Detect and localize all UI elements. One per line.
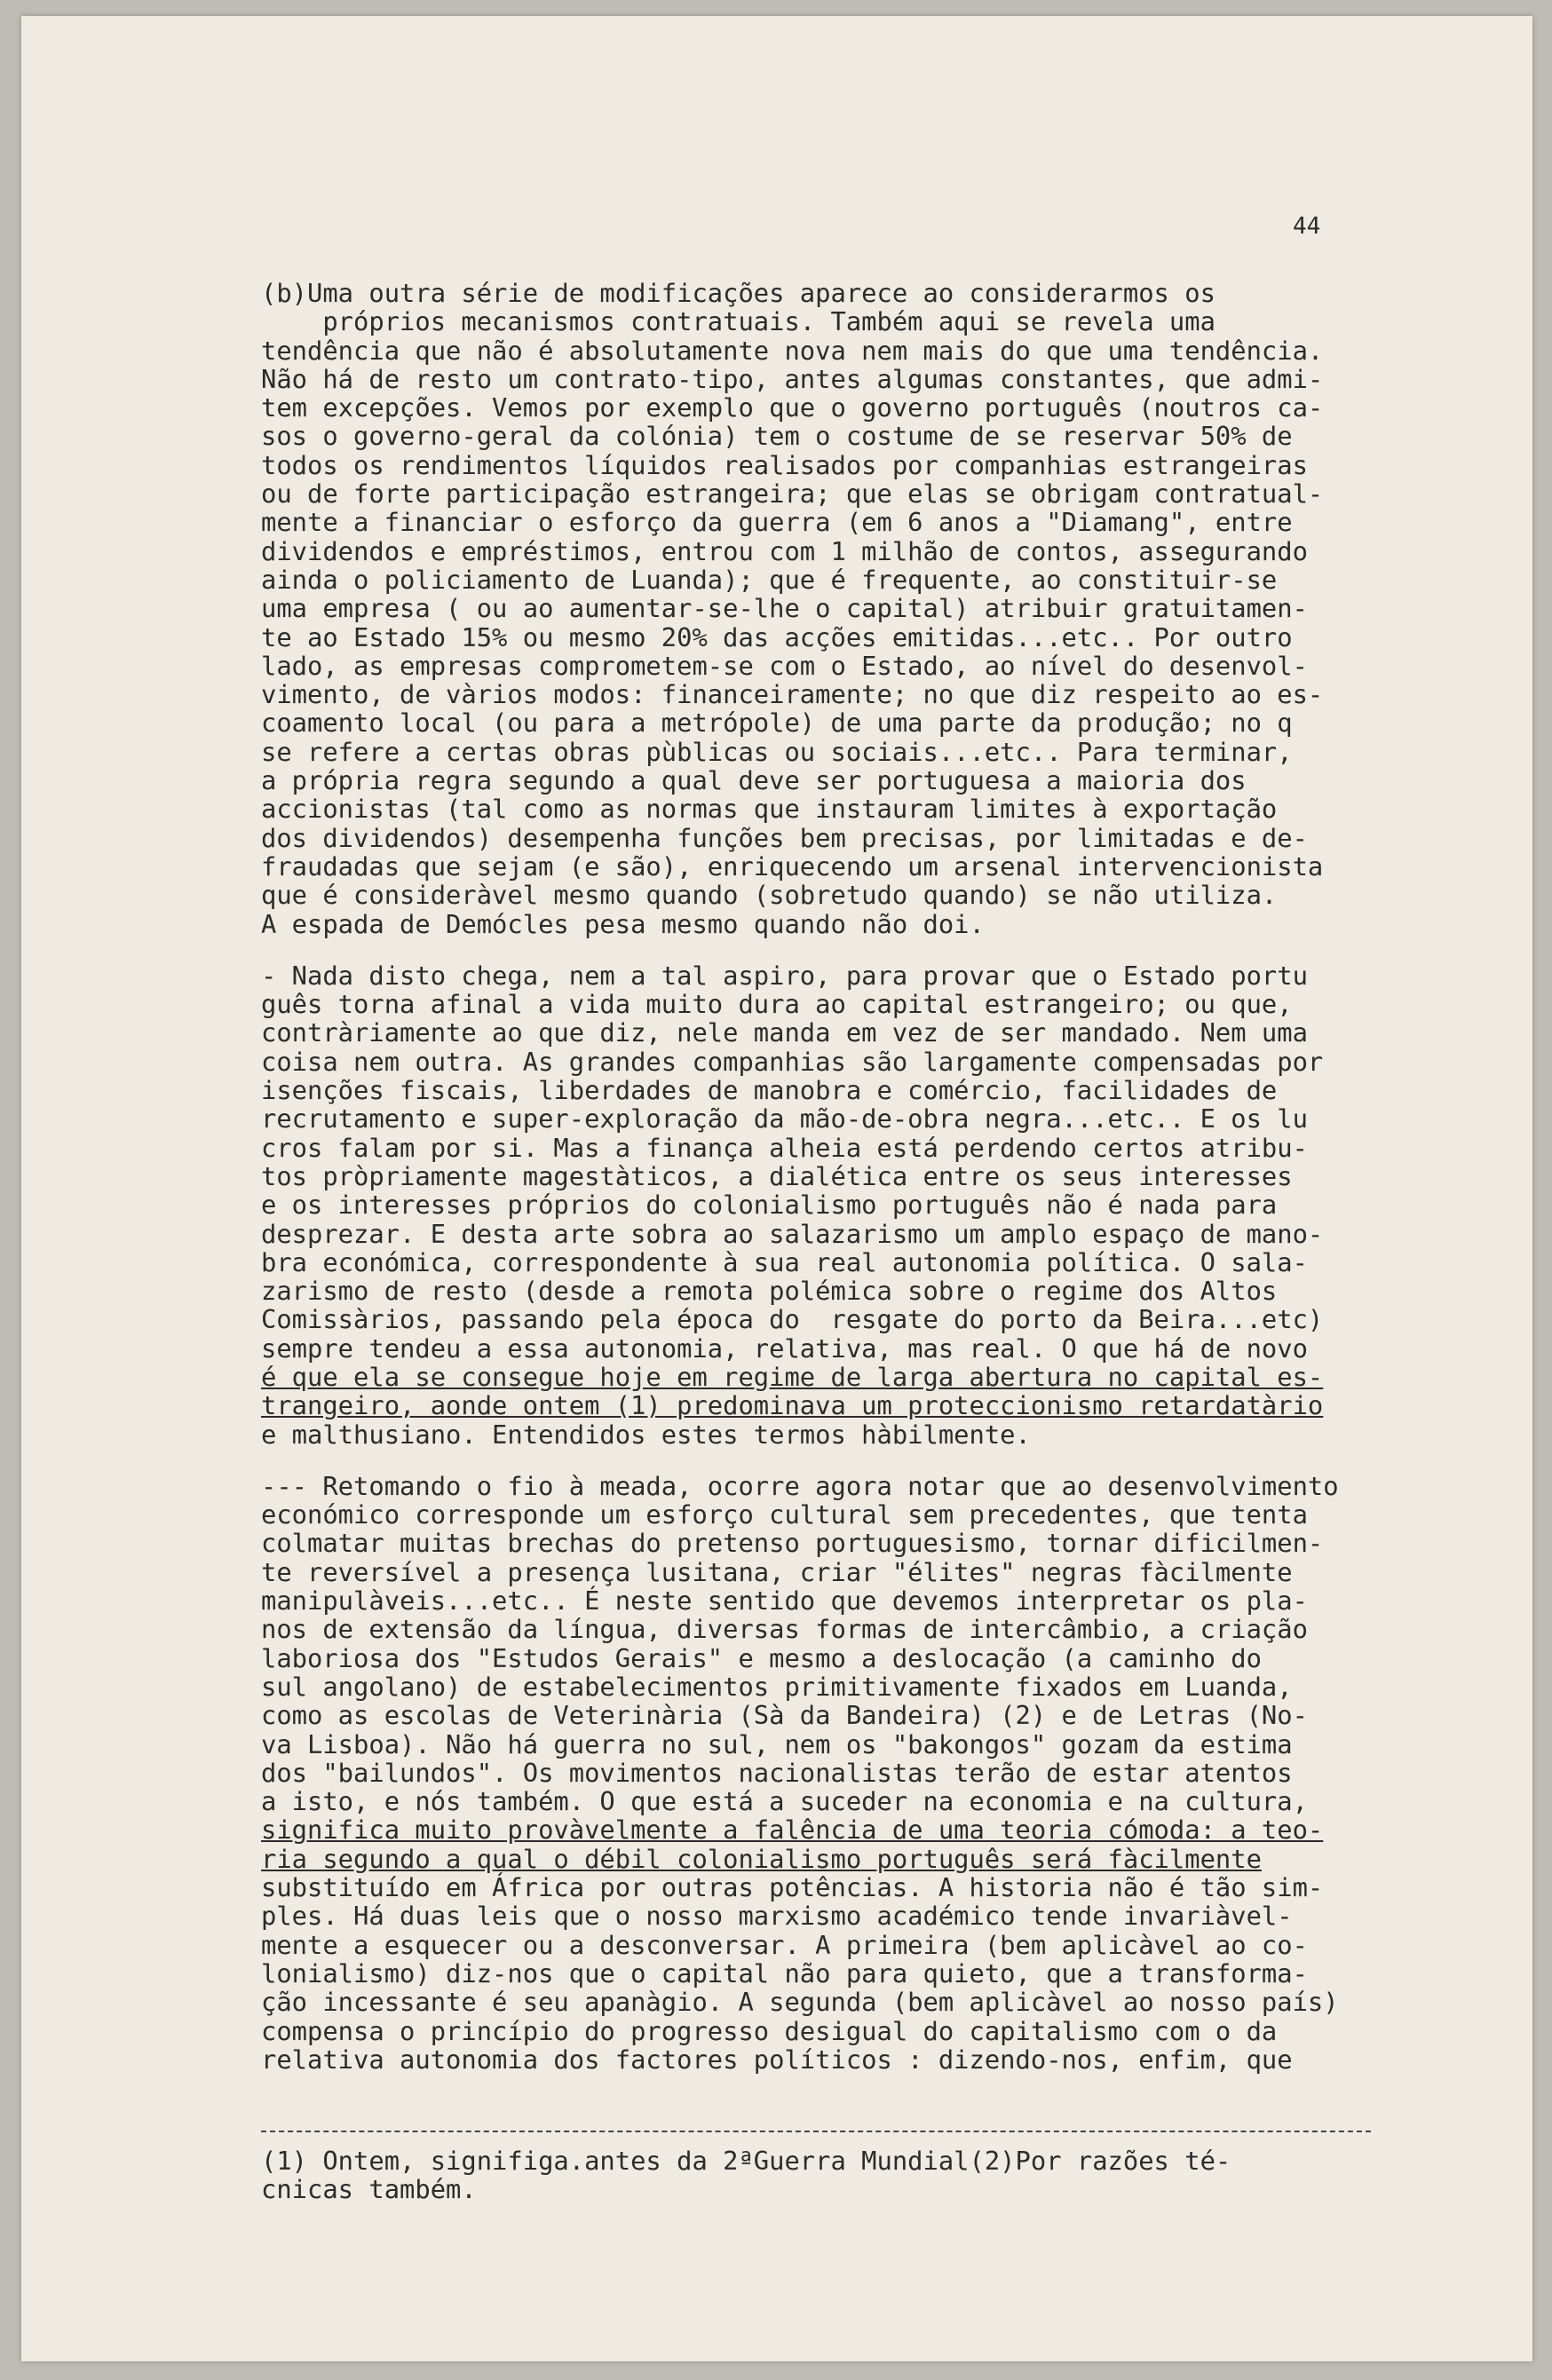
document-page <box>21 16 1532 2361</box>
text-line: a isto, e nós também. O que está a suceder na economia e na cultura, <box>261 1786 1308 1817</box>
text-line: lonialismo) diz-nos que o capital não para quieto, que a transforma- <box>261 1957 1308 1989</box>
text-line: coisa nem outra. As grandes companhias são largamente compensadas por <box>261 1046 1324 1077</box>
text-line: e malthusiano. Entendidos estes termos hàbilmente. <box>261 1419 1031 1450</box>
text-line: económico corresponde um esforço cultural sem precedentes, que tenta <box>261 1499 1308 1530</box>
underlined-line: significa muito provàvelmente a falência de uma teoria cómoda: a teo- <box>261 1815 1324 1846</box>
text-line: isenções fiscais, liberdades de manobra e comércio, facilidades de <box>261 1075 1278 1106</box>
paragraph-2 <box>261 961 1398 1449</box>
body-text <box>261 279 1398 2074</box>
text-line: va Lisboa). Não há guerra no sul, nem os "bakongos" gozam da estima <box>261 1728 1293 1759</box>
footnote-line: (1) Ontem, signifiga.antes da 2ªGuerra Mundial(2)Por razões té- <box>261 2146 1231 2176</box>
text-line: manipulàveis...etc.. É neste sentido que devemos interpretar os pla- <box>261 1585 1308 1617</box>
page-number: 44 <box>1293 213 1321 240</box>
text-line: a própria regra segundo a qual deve ser portuguesa a maioria dos <box>261 765 1247 796</box>
text-line: mente a esquecer ou a desconversar. A primeira (bem aplicàvel ao co- <box>261 1929 1308 1960</box>
text-line: que é consideràvel mesmo quando (sobretudo quando) se não utiliza. <box>261 880 1278 911</box>
text-line: dividendos e empréstimos, entrou com 1 milhão de contos, assegurando <box>261 535 1308 566</box>
paragraph-1 <box>261 279 1398 938</box>
text-line: - Nada disto chega, nem a tal aspiro, para provar que o Estado portu <box>261 960 1308 991</box>
text-line: ainda o policiamento de Luanda); que é frequente, ao constituir-se <box>261 564 1278 595</box>
text-line: zarismo de resto (desde a remota polémica sobre o regime dos Altos <box>261 1276 1278 1307</box>
text-line: --- Retomando o fio à meada, ocorre agora notar que ao desenvolvimento <box>261 1470 1339 1501</box>
text-line: tos pròpriamente magestàticos, a dialética entre os seus interesses <box>261 1160 1293 1191</box>
text-line: te ao Estado 15% ou mesmo 20% das acções emitidas...etc.. Por outro <box>261 621 1293 652</box>
text-line: dos "bailundos". Os movimentos nacionalistas terão de estar atentos <box>261 1757 1293 1788</box>
text-line: lado, as empresas comprometem-se com o Estado, ao nível do desenvol- <box>261 650 1308 681</box>
text-line: te reversível a presença lusitana, criar "élites" negras fàcilmente <box>261 1556 1293 1587</box>
text-line: coamento local (ou para a metrópole) de uma parte da produção; no q <box>261 708 1293 739</box>
text-line: guês torna afinal a vida muito dura ao capital estrangeiro; ou que, <box>261 989 1293 1020</box>
text-line: cros falam por si. Mas a finança alheia está perdendo certos atribu- <box>261 1132 1308 1163</box>
text-line: ção incessante é seu apanàgio. A segunda (bem aplicàvel ao nosso país) <box>261 1987 1339 2018</box>
text-line: fraudadas que sejam (e são), enriquecendo um arsenal intervencionista <box>261 850 1324 882</box>
text-line: e os interesses próprios do colonialismo português não é nada para <box>261 1190 1278 1221</box>
text-line: compensa o princípio do progresso desigual do capitalismo com o da <box>261 2015 1278 2046</box>
underlined-line: trangeiro, aonde ontem (1) predominava um proteccionismo retardatàrio <box>261 1390 1324 1421</box>
text-line: sul angolano) de estabelecimentos primitivamente fixados em Luanda, <box>261 1671 1293 1702</box>
paragraph-3 <box>261 1472 1398 2074</box>
text-line: tem excepções. Vemos por exemplo que o governo português (noutros ca- <box>261 392 1324 423</box>
text-line: A espada de Demócles pesa mesmo quando não doi. <box>261 908 985 939</box>
text-line: dos dividendos) desempenha funções bem precisas, por limitadas e de- <box>261 822 1308 853</box>
text-line: uma empresa ( ou ao aumentar-se-lhe o capital) atribuir gratuitamen- <box>261 593 1308 624</box>
text-line: contràriamente ao que diz, nele manda em vez de ser mandado. Nem uma <box>261 1017 1308 1048</box>
text-line: Comissàrios, passando pela época do resgate do porto da Beira...etc) <box>261 1304 1324 1335</box>
underlined-line: é que ela se consegue hoje em regime de larga abertura no capital es- <box>261 1361 1324 1392</box>
text-line: (b)Uma outra série de modificações aparece ao considerarmos os <box>261 278 1215 308</box>
text-line: Não há de resto um contrato-tipo, antes algumas constantes, que admi- <box>261 363 1324 394</box>
text-line: substituído em África por outras potências. A historia não é tão sim- <box>261 1872 1324 1903</box>
text-line: laboriosa dos "Estudos Gerais" e mesmo a deslocação (a caminho do <box>261 1642 1262 1673</box>
text-line: se refere a certas obras pùblicas ou sociais...etc.. Para terminar, <box>261 736 1293 767</box>
text-line: mente a financiar o esforço da guerra (em 6 anos a "Diamang", entre <box>261 507 1293 538</box>
text-line: nos de extensão da língua, diversas formas de intercâmbio, a criação <box>261 1614 1308 1645</box>
footnote-separator <box>261 2131 1371 2132</box>
text-line: accionistas (tal como as normas que instauram limites à exportação <box>261 794 1278 825</box>
footnote <box>261 2147 1380 2204</box>
text-line: próprios mecanismos contratuais. Também aqui se revela uma <box>261 306 1215 337</box>
paragraph-gap <box>261 938 1398 961</box>
text-line: ou de forte participação estrangeira; que elas se obrigam contratual- <box>261 478 1324 510</box>
text-line: vimento, de vàrios modos: financeiramente; no que diz respeito ao es- <box>261 679 1324 710</box>
text-line: sempre tendeu a essa autonomia, relativa, mas real. O que há de novo <box>261 1332 1308 1364</box>
text-line: recrutamento e super-exploração da mão-de-obra negra...etc.. E os lu <box>261 1103 1308 1135</box>
text-line: todos os rendimentos líquidos realisados por companhias estrangeiras <box>261 449 1308 480</box>
text-line: desprezar. E desta arte sobra ao salazarismo um amplo espaço de mano- <box>261 1218 1324 1249</box>
text-line: como as escolas de Veterinària (Sà da Bandeira) (2) e de Letras (No- <box>261 1700 1308 1731</box>
text-line: relativa autonomia dos factores políticos : dizendo-nos, enfim, que <box>261 2044 1293 2075</box>
text-line: tendência que não é absolutamente nova nem mais do que uma tendência. <box>261 335 1324 366</box>
underlined-line: ria segundo a qual o débil colonialismo português será fàcilmente <box>261 1843 1262 1874</box>
text-line: ples. Há duas leis que o nosso marxismo académico tende invariàvel- <box>261 1901 1293 1932</box>
text-line: sos o governo-geral da colónia) tem o costume de se reservar 50% de <box>261 421 1293 452</box>
paragraph-gap <box>261 1449 1398 1472</box>
footnote-line: cnicas também. <box>261 2174 477 2205</box>
text-line: bra económica, correspondente à sua real autonomia política. O sala- <box>261 1246 1308 1277</box>
text-line: colmatar muitas brechas do pretenso portuguesismo, tornar dificilmen- <box>261 1528 1324 1559</box>
